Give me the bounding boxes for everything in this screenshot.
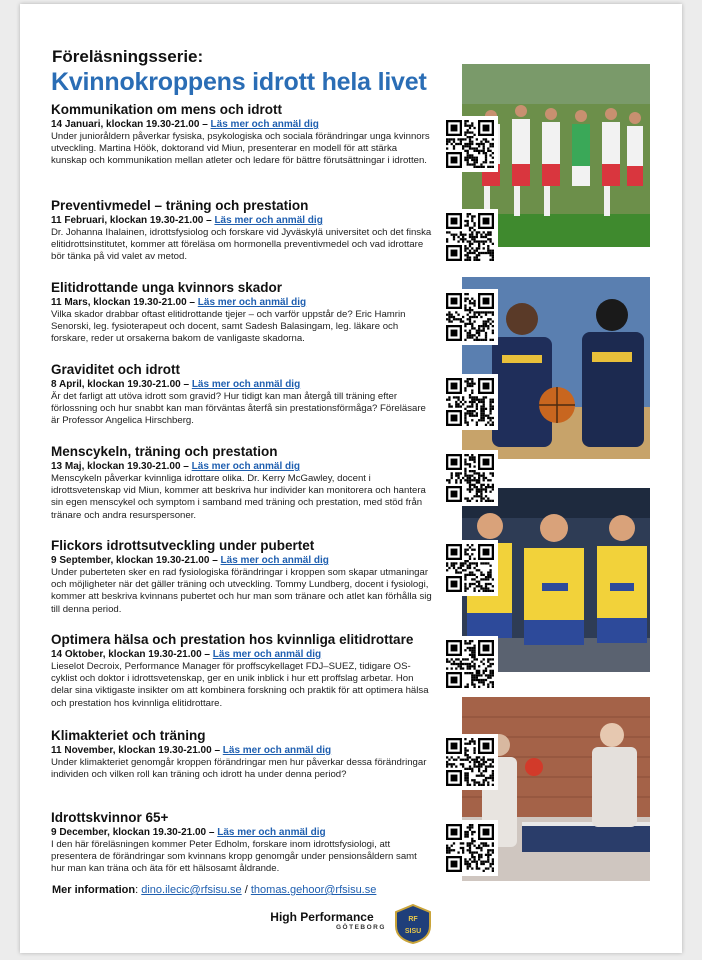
- event-date: 14 Januari, klockan 19.30-21.00 –: [51, 119, 211, 130]
- event-description: Vilka skador drabbar oftast elitidrottande tjejer – och varför uppstår de? Eric Hamrin Senorski, leg. fysioterapeut och docent, samt Sadesh Balasingam, leg. läkare och forskare, reder ut orsakerna bakom de vanligaste skadorna.: [51, 309, 406, 345]
- qr-code[interactable]: [442, 450, 498, 506]
- qr-code[interactable]: [442, 734, 498, 790]
- event-item: [51, 728, 433, 781]
- event-description: I den här föreläsningen kommer Peter Edholm, forskare inom idrottsfysiologi, att presentera de förändringar som kvinnans kropp genomgår under pensionsåldern samt hur man kan träna och äta för ett hälsosamt åldrande.: [51, 839, 417, 875]
- register-link[interactable]: Läs mer och anmäl dig: [210, 119, 319, 130]
- register-link[interactable]: Läs mer och anmäl dig: [222, 745, 332, 756]
- qr-code[interactable]: [442, 540, 498, 596]
- qr-code[interactable]: [442, 289, 498, 345]
- event-date-line: [51, 461, 433, 472]
- event-date: 11 November, klockan 19.30-21.00 –: [51, 745, 223, 756]
- qr-code[interactable]: [442, 209, 498, 265]
- contact-label: Mer information: [52, 884, 136, 896]
- event-date: 8 April, klockan 19.30-21.00 –: [51, 379, 192, 390]
- event-date-line: [51, 297, 433, 308]
- event-item: [51, 632, 433, 710]
- event-description: Lieselot Decroix, Performance Manager för proffscykellaget FDJ–SUEZ, tidigare OS-cyklist och doktor i idrottsvetenskap, ger en unik inblick i hur ett proffslag arbetar. Hon delar sina viktigaste insikter om att kombinera forskning och praktik för att optimera hälsa och prestation hos kvinnliga elitidrottare.: [51, 661, 429, 709]
- event-title: Idrottskvinnor 65+: [51, 810, 169, 825]
- event-title: Klimakteriet och träning: [51, 728, 206, 743]
- brand-name: High Performance: [270, 910, 374, 924]
- poster-title: Kvinnokroppens idrott hela livet: [51, 68, 427, 96]
- event-date-line: [51, 555, 433, 566]
- register-link[interactable]: Läs mer och anmäl dig: [197, 297, 307, 308]
- event-item: [51, 198, 433, 264]
- qr-code[interactable]: [442, 374, 498, 430]
- event-title: Graviditet och idrott: [51, 362, 181, 377]
- contact-line: Mer information: dino.ilecic@rfsisu.se / thomas.gehoor@rfsisu.se: [52, 884, 377, 896]
- logo-text-sisu: SISU: [404, 928, 422, 935]
- register-link[interactable]: Läs mer och anmäl dig: [214, 215, 323, 226]
- event-date: 11 Februari, klockan 19.30-21.00 –: [51, 215, 215, 226]
- event-date: 13 Maj, klockan 19.30-21.00 –: [51, 461, 192, 472]
- event-date-line: [51, 119, 433, 130]
- qr-code[interactable]: [442, 116, 498, 172]
- event-title: Kommunikation om mens och idrott: [51, 102, 283, 117]
- event-item: [51, 810, 433, 876]
- qr-code[interactable]: [442, 636, 498, 692]
- register-link[interactable]: Läs mer och anmäl dig: [220, 555, 329, 566]
- event-item: [51, 102, 433, 168]
- event-item: [51, 444, 433, 522]
- event-date-line: [51, 745, 433, 756]
- qr-code[interactable]: [442, 820, 498, 876]
- event-date: 14 Oktober, klockan 19.30-21.00 –: [51, 649, 213, 660]
- event-date: 11 Mars, klockan 19.30-21.00 –: [51, 297, 198, 308]
- event-item: [51, 280, 433, 346]
- register-link[interactable]: Läs mer och anmäl dig: [191, 379, 301, 390]
- event-date: 9 September, klockan 19.30-21.00 –: [51, 555, 221, 566]
- event-date: 9 December, klockan 19.30-21.00 –: [51, 827, 218, 838]
- register-link[interactable]: Läs mer och anmäl dig: [217, 827, 326, 838]
- event-title: Elitidrottande unga kvinnors skador: [51, 280, 283, 295]
- poster-sheet: [20, 4, 682, 953]
- logo-text-rf: RF: [408, 916, 418, 923]
- event-description: Menscykeln påverkar kvinnliga idrottare olika. Dr. Kerry McGawley, docent i idrottsvetenskap vid Miun, kommer att beskriva hur individer kan monitorera och hantera sin egen menscykel och symptom i samband med träning och prestation, med stöd från tränare och andra resurspersoner.: [51, 473, 426, 521]
- event-date-line: [51, 827, 433, 838]
- series-label: Föreläsningsserie:: [52, 47, 204, 66]
- event-date-line: [51, 215, 433, 226]
- email-link-dino[interactable]: dino.ilecic@rfsisu.se: [141, 884, 242, 896]
- event-title: Menscykeln, träning och prestation: [51, 444, 278, 459]
- brand-city: GÖTEBORG: [336, 924, 386, 931]
- event-item: [51, 538, 433, 616]
- rf-sisu-logo-icon: [394, 904, 432, 944]
- email-link-thomas[interactable]: thomas.gehoor@rfsisu.se: [250, 884, 377, 896]
- event-item: [51, 362, 433, 428]
- email-separator: /: [241, 884, 251, 896]
- event-title: Flickors idrottsutveckling under pubertet: [51, 538, 315, 553]
- event-date-line: [51, 379, 433, 390]
- register-link[interactable]: Läs mer och anmäl dig: [191, 461, 301, 472]
- register-link[interactable]: Läs mer och anmäl dig: [212, 649, 322, 660]
- event-date-line: [51, 649, 433, 660]
- event-description: Under junioråldern påverkar fysiska, psykologiska och sociala förändringar unga kvinnors utveckling. Martina Höök, doktorand vid Miun, presenterar en modell för att stärka kunskap och kommunikation mellan atleter och ledare för bättre förutsättningar i idrotten.: [51, 131, 430, 167]
- event-description: Under klimakteriet genomgår kroppen förändringar men hur påverkar dessa förändringar individen och vilken roll kan träning och idrott ha under denna period?: [51, 757, 427, 781]
- event-title: Optimera hälsa och prestation hos kvinnliga elitidrottare: [51, 632, 414, 647]
- event-title: Preventivmedel – träning och prestation: [51, 198, 309, 213]
- high-performance-logo: [258, 910, 386, 931]
- event-description: Är det farligt att utöva idrott som gravid? Hur tidigt kan man återgå till träning efter förlossning och hur snabbt kan man förväntas återfå sin prestationsförmåga? Föreläsare är Professor Angelica Hirschberg.: [51, 391, 426, 427]
- event-description: Under puberteten sker en rad fysiologiska förändringar i kroppen som skapar utmaningar och möjligheter när det gäller träning och utveckling. Tommy Lundberg, docent i fysiologi, kommer att beskriva kvinnans pubertet och hur man som tränare och atlet kan förhålla sig till denna period.: [51, 567, 432, 615]
- event-description: Dr. Johanna Ihalainen, idrottsfysiolog och forskare vid Jyväskylä universitet och det finska elitidrottsinstitutet, kommer att föreläsa om hormonella preventivmedel och vad idrottare bör tänka på vid valet av metod.: [51, 227, 432, 263]
